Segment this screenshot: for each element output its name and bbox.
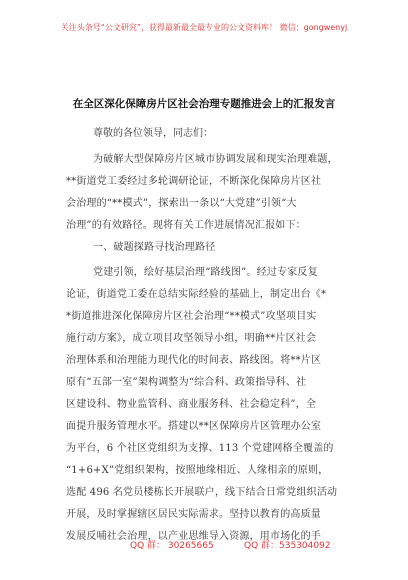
- body-line-text: 施行动方案》，成立项目攻坚领导小组，明确**片区社会: [66, 333, 317, 344]
- body-line: [0, 461, 408, 481]
- section-heading: [0, 238, 408, 258]
- body-line-text: “1+6+X”党组织架构，按照地缘相近、人缘相亲的原则，: [66, 465, 329, 476]
- body-line-text: 开展，及时掌握辖区居民实际需求。坚持以教育的高质量: [66, 509, 321, 520]
- body-line: [0, 307, 408, 327]
- body-line-text: 治理”的有效路径。现将有关工作进展情况汇报如下：: [66, 220, 306, 231]
- body-line: [0, 172, 408, 192]
- body-line-text: 论证，街道党工委在总结实际经验的基础上，制定出台《*: [66, 289, 327, 300]
- body-line-text: 原有“五部一室”架构调整为“综合科、政策指导科、社: [66, 377, 307, 388]
- body-line: [0, 329, 408, 349]
- body-line-text: 党建引领，绘好基层治理“路线图”。经过专家反复: [93, 267, 318, 278]
- body-line-text: 会治理的“**模式”，探索出一条以“大党建”引领“大: [66, 198, 297, 209]
- body-line: [0, 505, 408, 525]
- body-line-text: 发展反哺社会治理，以产业思维导入资源，用市场化的手: [66, 531, 321, 542]
- body-line-text: 区建设科、物业监管科、商业服务科、社会稳定科”，全: [66, 399, 317, 410]
- section-heading-text: 一、破题探路寻找治理路径: [93, 242, 216, 253]
- greeting: 尊敬的各位领导，同志们：: [93, 128, 213, 139]
- body-line-text: 为平台，6 个社区党组织为支撑、113 个党建网格全覆盖的: [66, 443, 334, 454]
- page-title: 在全区深化保障房片区社会治理专题推进会上的汇报发言: [72, 98, 336, 110]
- body-line: [0, 285, 408, 305]
- qq-group-2: QQ 群：535304092: [244, 541, 331, 551]
- body-line-text: 治理体系和治理能力现代化的时间表、路线图。将**片区: [66, 355, 322, 366]
- body-line-text: **街道党工委经过多轮调研论证，不断深化保障房片区社: [66, 176, 322, 187]
- body-line-text: *街道推进深化保障房片区社会治理“**模式”攻坚项目实: [66, 311, 317, 322]
- qq-group-1: QQ 群： 30265665: [130, 541, 214, 551]
- body-line: [0, 351, 408, 371]
- body-line-text: 面提升服务管理水平。搭建以**区保障房片区管理办公室: [66, 421, 322, 432]
- body-line: [0, 439, 408, 459]
- header-note: 关注头条号“公文研究”，获得最新最全最专业的公文资料库！ 微信：gongwenyj: [60, 23, 348, 32]
- body-line-text: 为破解大型保障房片区城市协调发展和现实治理难题，: [93, 154, 338, 165]
- body-line: [0, 395, 408, 415]
- body-line: [0, 263, 408, 283]
- body-line-text: 选配 496 名党员楼栋长开展联户，线下结合日常党组织活动: [66, 487, 338, 498]
- body-line: [0, 194, 408, 214]
- body-line: [0, 150, 408, 170]
- body-line: [0, 373, 408, 393]
- body-line: [0, 483, 408, 503]
- body-line: [0, 417, 408, 437]
- body-line: [0, 216, 408, 236]
